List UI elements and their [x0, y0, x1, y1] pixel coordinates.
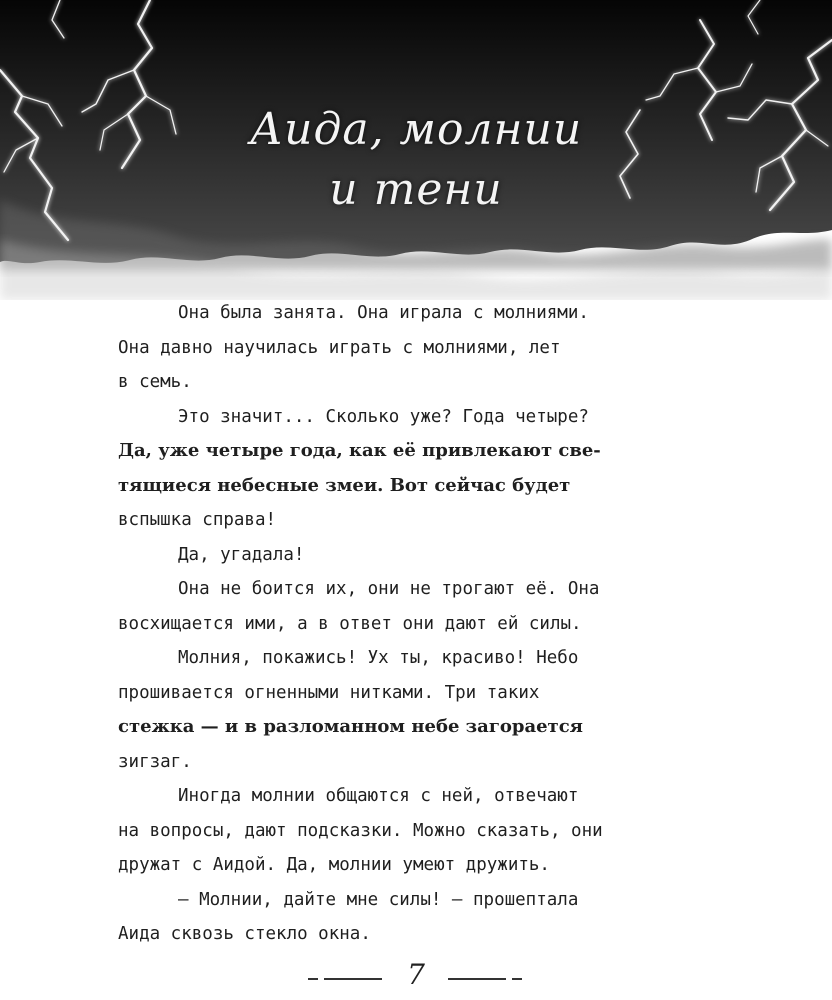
text-line: восхищается ими, а в ответ они дают ей силы.	[118, 613, 582, 634]
text-line: вспышка справа!	[118, 510, 277, 530]
chapter-title	[0, 100, 832, 220]
paragraph	[118, 641, 720, 779]
body-text	[118, 296, 720, 952]
text-line: тящиеся небесные змеи. Вот сейчас будет	[118, 474, 571, 496]
text-line: зигзаг.	[118, 751, 192, 772]
footer-rule-left	[324, 978, 382, 980]
footer-ornament-left	[308, 978, 318, 980]
chapter-title-line-1: Аида, молнии	[249, 104, 583, 155]
footer-rule-right	[448, 978, 506, 980]
text-line: Молния, покажись! Ух ты, красиво! Небо	[178, 648, 579, 668]
text-line: Она давно научилась играть с молниями, лет	[118, 337, 561, 358]
text-line: Она была занята. Она играла с молниями.	[178, 303, 589, 323]
text-line: стежка — и в разломанном небе загорается	[118, 716, 583, 737]
text-line: — Молнии, дайте мне силы! — прошептала	[178, 889, 579, 910]
text-line: Да, уже четыре года, как её привлекают све-	[118, 440, 601, 461]
chapter-title-line-2: и тени	[329, 164, 503, 215]
footer-ornament-right	[512, 978, 522, 980]
text-line: Да, угадала!	[178, 544, 305, 565]
text-line: Иногда молнии общаются с ней, отвечают	[178, 786, 579, 806]
text-line: Она не боится их, они не трогают её. Она	[178, 579, 600, 599]
text-line: прошивается огненными нитками. Три таких	[118, 682, 540, 703]
page-number: 7	[407, 958, 425, 991]
paragraph	[118, 296, 720, 400]
paragraph	[118, 883, 720, 952]
page-footer	[0, 958, 832, 998]
text-line: Аида сквозь стекло окна.	[118, 924, 371, 944]
text-line: Это значит... Сколько уже? Года четыре?	[178, 406, 589, 427]
paragraph	[118, 779, 720, 883]
text-line: в семь.	[118, 372, 192, 392]
text-line: на вопросы, дают подсказки. Можно сказать, они	[118, 820, 603, 841]
paragraph	[118, 538, 720, 573]
paragraph	[118, 400, 720, 538]
text-line: дружат с Аидой. Да, молнии умеют дружить.	[118, 855, 550, 875]
paragraph	[118, 572, 720, 641]
